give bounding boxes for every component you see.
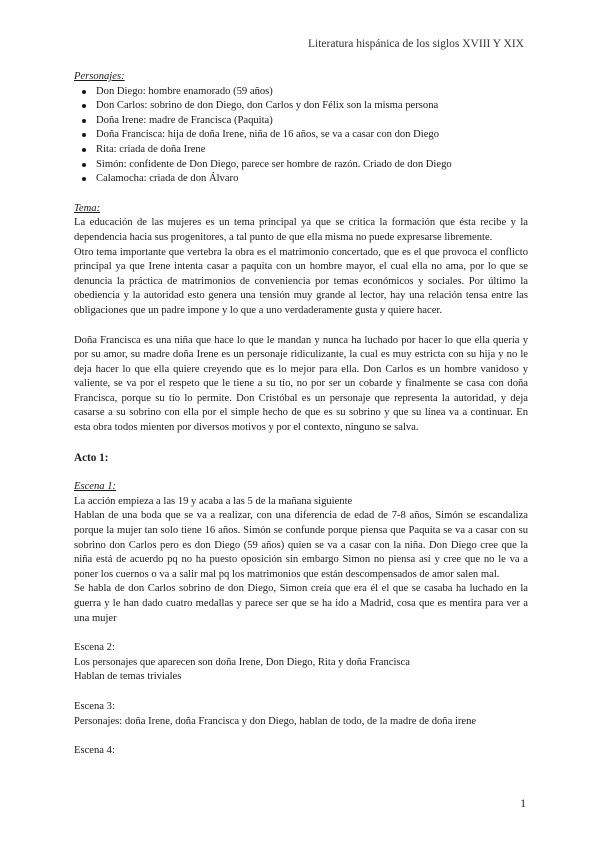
character-list [74, 85, 528, 187]
list-item: Doña Irene: madre de Francisca (Paquita) [96, 114, 528, 129]
escena-1-heading: Escena 1: [74, 481, 117, 493]
escena-4-heading: Escena 4: [74, 745, 115, 757]
bullet-icon [82, 90, 86, 94]
bullet-icon [82, 177, 86, 181]
tema-heading: Tema: [74, 202, 101, 214]
bullet-icon [82, 133, 86, 137]
tema-paragraph-1: La educación de las mujeres es un tema principal ya que se critica la formación que ésta recibe y la dependencia hacia sus progenitores, a tal punto de que ella misma no puede expresarse libremente. [74, 217, 528, 243]
escena-1-line: La acción empieza a las 19 y acaba a las 5 de la mañana siguiente [74, 495, 353, 507]
escena-1-line: Se habla de don Carlos sobrino de don Diego, Simon creía que era él el que se casaba ha luchado en la guerra y le han dado cuatro medallas y parece ser que se ha ido a Madrid, cosa que es mentira para ver a una mujer [74, 583, 528, 624]
bullet-icon [82, 148, 86, 152]
bullet-icon [82, 104, 86, 108]
list-item: Simón: confidente de Don Diego, parece ser hombre de razón. Criado de don Diego [96, 158, 528, 173]
list-item: Don Diego: hombre enamorado (59 años) [96, 85, 528, 100]
escena-1-line: Hablan de una boda que se va a realizar, con una diferencia de edad de 7-8 años, Simón se escandaliza porque la mujer tan solo tiene 16 años. Simón se confunde porque piensa que Paquita se va a casar con su sobrino don Carlos pero es don Diego (59 años) quien se va a casar con la niña. Don Diego cree que la niña está de acuerdo pq no ha puesto oposición sin embargo Simon no piensa así y cree que no le va a poner los cuernos o va a salir mal pq los matrimonios que están descompensados de amor salen mal. [74, 510, 528, 580]
escena-2-line: Hablan de temas triviales [74, 671, 182, 683]
page-number: 1 [520, 798, 526, 810]
document-body [74, 70, 528, 759]
acto-1-heading: Acto 1: [74, 451, 109, 464]
running-header: Literatura hispánica de los siglos XVIII Y XIX [308, 38, 524, 50]
escena-3-line: Personajes: doña Irene, doña Francisca y don Diego, hablan de todo, de la madre de doña irene [74, 715, 477, 727]
escena-2-heading: Escena 2: [74, 642, 115, 654]
personajes-heading: Personajes: [74, 71, 125, 82]
escena-3-heading: Escena 3: [74, 700, 115, 712]
analysis-paragraph: Doña Francisca es una niña que hace lo que le mandan y nunca ha luchado por hacer lo que ella quería y por su amor, su madre doña Irene es un personaje ridiculizante, la cual es muy estricta con su hija y no le deja hacer lo que ella quiere creyendo que es lo mejor para ella. Don Carlos es un hombre vanidoso y valiente, se va por el respeto que le tiene a su tío, no por ser un cobarde y finalmente se casa con doña Francisca, porque su tío lo permite. Don Cristóbal es un personaje que representa la autoridad, y deja casarse a su sobrino con ella por el simple hecho de que es su sobrino y que su línea va a continuar. En esta obra todos mienten por diversos motivos y por el contexto, ninguno se salva. [74, 334, 528, 434]
tema-paragraph-2: Otro tema importante que vertebra la obra es el matrimonio concertado, que es el que provoca el conflicto principal ya que Irene intenta casar a paquita con un hombre mayor, el cual ella no ama, por lo que se denuncia la práctica de matrimonios de conveniencia por temas económicos y sociales. Por último la obediencia y la autoridad esto genera una tensión muy grande al lector, hay una relación tensa entre las obligaciones que un padre impone y lo que a uno verdaderamente gusta y quiere hacer. [74, 246, 528, 316]
escena-2-line: Los personajes que aparecen son doña Irene, Don Diego, Rita y doña Francisca [74, 656, 410, 668]
bullet-icon [82, 163, 86, 167]
list-item: Calamocha: criada de don Álvaro [96, 172, 528, 187]
list-item: Doña Francisca: hija de doña Irene, niña de 16 años, se va a casar con don Diego [96, 128, 528, 143]
list-item: Rita: criada de doña Irene [96, 143, 528, 158]
bullet-icon [82, 119, 86, 123]
list-item: Don Carlos: sobrino de don Diego, don Carlos y don Félix son la misma persona [96, 99, 528, 114]
